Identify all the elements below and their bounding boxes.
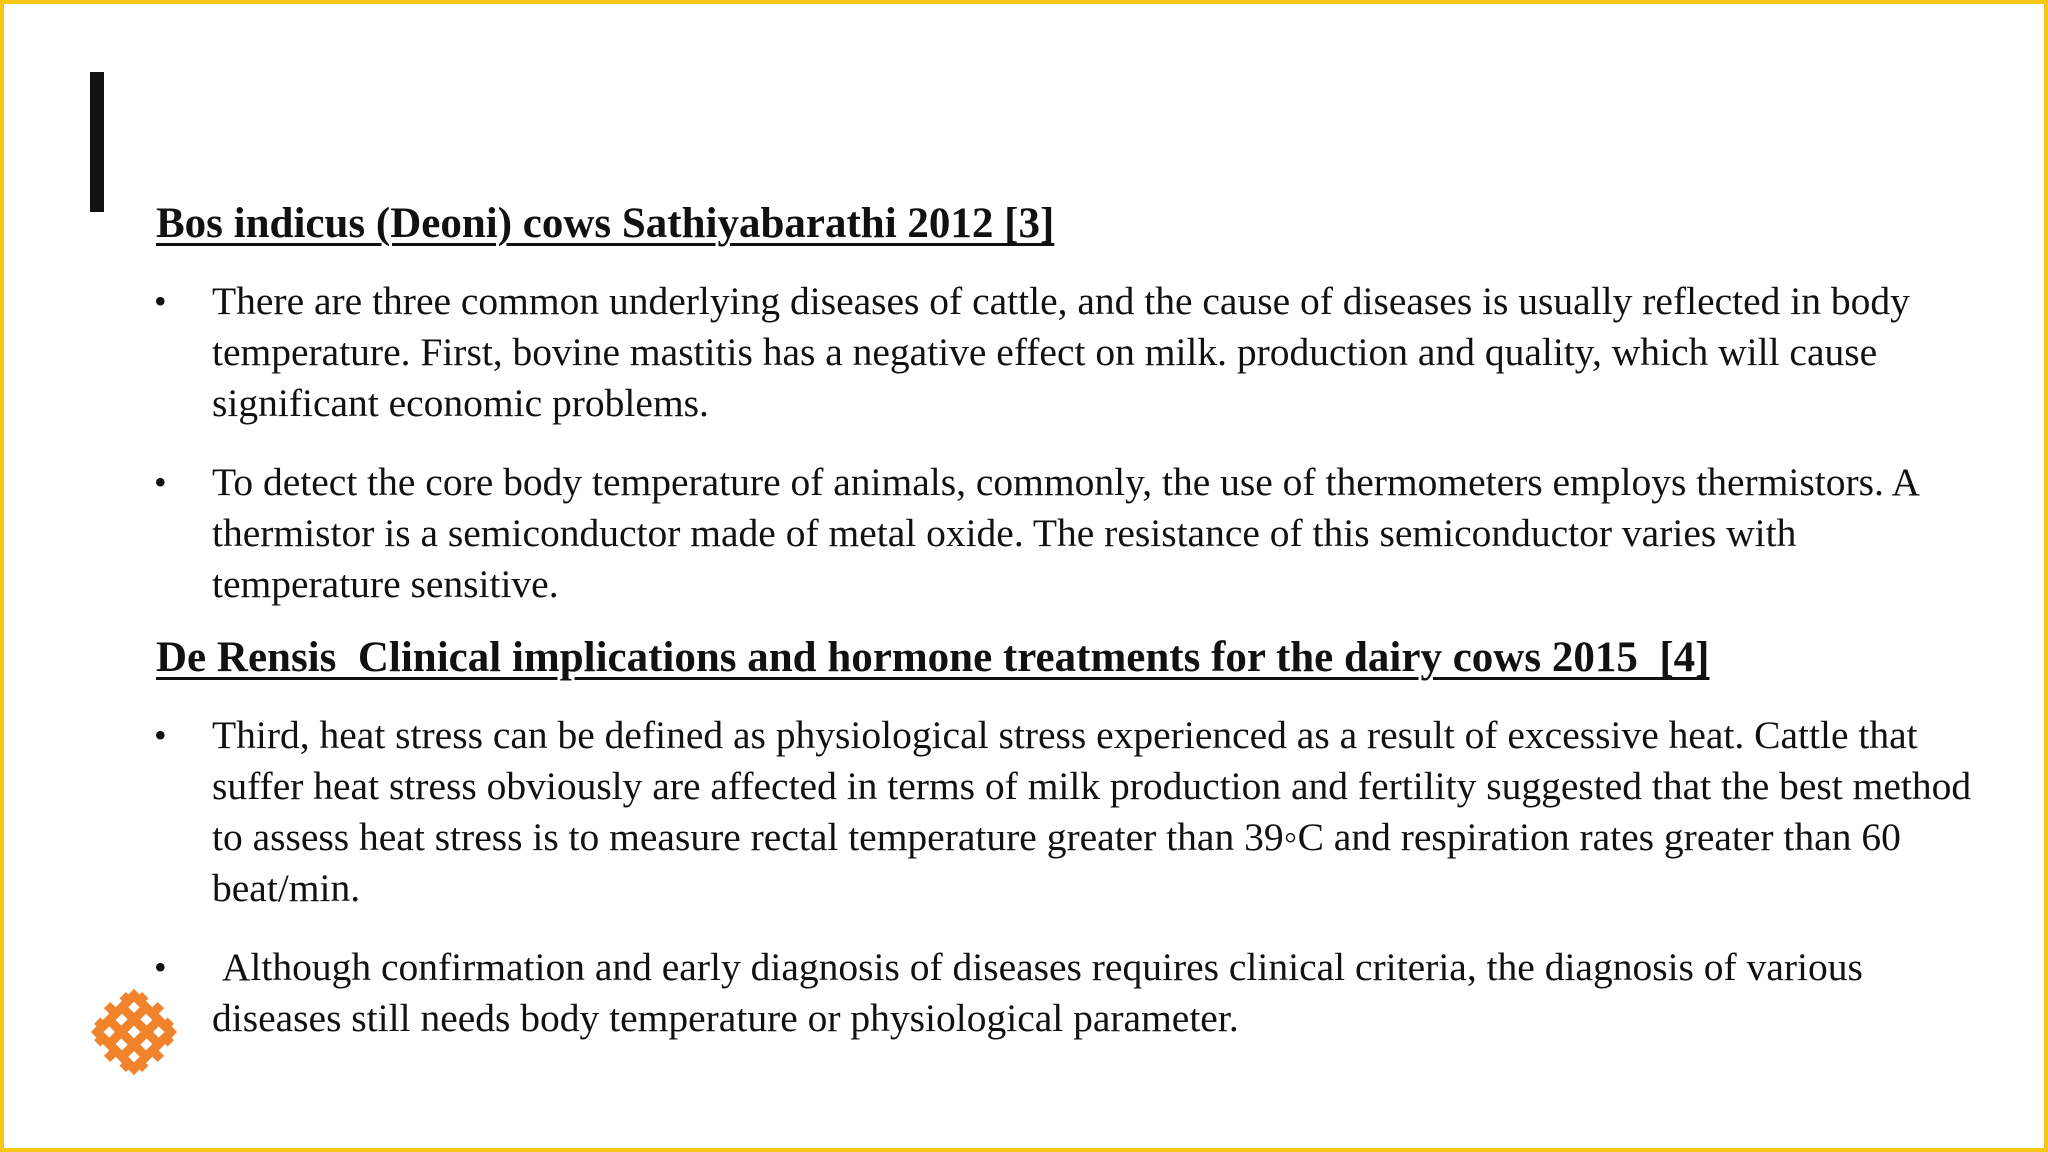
bullet-marker: • bbox=[154, 947, 167, 987]
bullet-list-section2 bbox=[156, 710, 1976, 1044]
section-heading-de-rensis: De Rensis Clinical implications and hormone treatments for the dairy cows 2015 [4] bbox=[156, 634, 1710, 681]
bullet-text: There are three common underlying diseases of cattle, and the cause of diseases is usually reflected in body temperature. First, bovine mastitis has a negative effect on milk. production and quality, which will cause significant economic problems. bbox=[212, 279, 1910, 425]
bullet-marker: • bbox=[154, 281, 167, 321]
bullet-text: Although confirmation and early diagnosis of diseases requires clinical criteria, the diagnosis of various diseases still needs body temperature or physiological parameter. bbox=[212, 945, 1873, 1040]
bullet-item bbox=[156, 457, 1976, 610]
endless-knot-icon bbox=[86, 984, 182, 1080]
bullet-item bbox=[156, 710, 1976, 914]
bullet-text: Third, heat stress can be defined as physiological stress experienced as a result of excessive heat. Cattle that suffer heat stress obviously are affected in terms of milk production and fertility suggested that the best method to assess heat stress is to measure rectal temperature greater than 39◦C and respiration rates greater than 60 beat/min. bbox=[212, 713, 1972, 910]
bullet-marker: • bbox=[154, 462, 167, 502]
section-heading-sathiyabarathi: Bos indicus (Deoni) cows Sathiyabarathi 2012 [3] bbox=[156, 200, 1055, 247]
bullet-list-section1 bbox=[156, 276, 1976, 610]
bullet-text: To detect the core body temperature of animals, commonly, the use of thermometers employs thermistors. A thermistor is a semiconductor made of metal oxide. The resistance of this semiconductor varies with temperature sensitive. bbox=[212, 460, 1918, 606]
bullet-item bbox=[156, 942, 1976, 1044]
slide-content bbox=[156, 190, 1976, 1044]
bullet-item bbox=[156, 276, 1976, 429]
bullet-marker: • bbox=[154, 715, 167, 755]
accent-bar bbox=[90, 72, 104, 212]
